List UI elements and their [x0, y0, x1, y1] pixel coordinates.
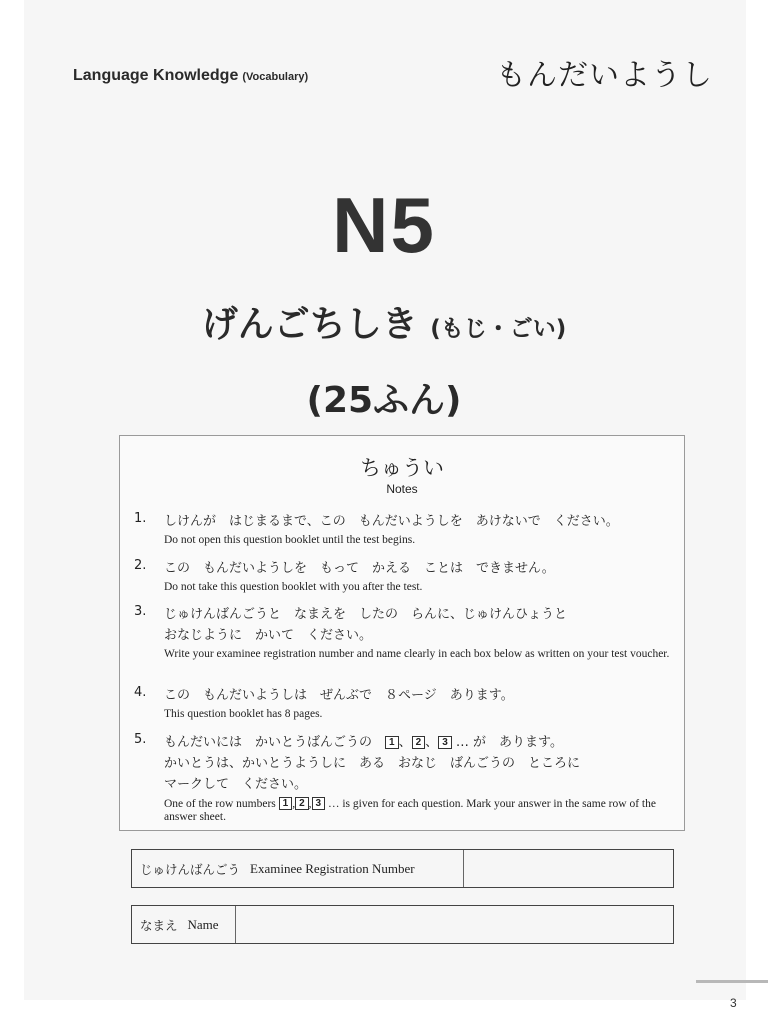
- registration-number-input[interactable]: [464, 850, 673, 887]
- note-number: 5.: [134, 732, 147, 747]
- answer-number-box: 2: [295, 797, 309, 810]
- note-en: Do not open this question booklet until the test begins.: [164, 534, 416, 546]
- answer-number-box: 3: [312, 797, 326, 810]
- note-jp: じゅけんばんごうと なまえを したの らんに、じゅけんひょうと おなじように かいて ください。: [164, 607, 568, 643]
- notes-box: [119, 435, 685, 831]
- note-jp: この もんだいようしは ぜんぶで ８ページ あります。: [164, 688, 514, 703]
- subject-title: [0, 296, 768, 347]
- name-field: [131, 905, 674, 944]
- subject-main: げんごちしき: [201, 304, 418, 345]
- answer-number-box: 3: [438, 736, 452, 749]
- note-item-5: [134, 732, 674, 824]
- section-title: Language Knowledge: [73, 67, 239, 84]
- note-en: Do not take this question booklet with you after the test.: [164, 581, 423, 593]
- registration-label-jp: じゅけんばんごう: [140, 861, 241, 877]
- name-label-en: Name: [187, 916, 219, 932]
- header-section-title: [73, 67, 308, 85]
- time-limit: (25ふん): [306, 380, 462, 421]
- note-jp: この もんだいようしを もって かえる ことは できません。: [164, 561, 555, 576]
- note-number: 4.: [134, 685, 147, 700]
- booklet-title: もんだいようし: [496, 58, 713, 93]
- note-number: 2.: [134, 558, 147, 573]
- note-item-1: [134, 511, 674, 547]
- subject-sub: (もじ・ごい): [430, 316, 567, 342]
- name-label-jp: なまえ: [140, 917, 178, 933]
- note-jp-continued: かいとうは、かいとうようしに ある おなじ ばんごうの ところに マークして ください。: [164, 756, 581, 792]
- note-number: 1.: [134, 511, 147, 526]
- note-item-2: [134, 558, 674, 594]
- answer-number-box: 1: [279, 797, 293, 810]
- note-number: 3.: [134, 604, 147, 619]
- page-number: 3: [730, 996, 737, 1010]
- note-item-3: [134, 604, 674, 661]
- footer-rule: [696, 980, 768, 983]
- registration-number-label: [132, 850, 464, 887]
- registration-number-field: [131, 849, 674, 888]
- test-level: N5: [332, 181, 436, 269]
- note-en: Write your examinee registration number and name clearly in each box below as written on your test voucher.: [164, 648, 670, 660]
- name-label: [132, 906, 236, 943]
- name-input[interactable]: [236, 906, 673, 943]
- note-jp: もんだいには かいとうばんごうの 1 、 2 、 3 … が あります。: [164, 735, 563, 750]
- note-en: This question booklet has 8 pages.: [164, 708, 323, 720]
- note-item-4: [134, 685, 674, 721]
- note-en: One of the row numbers 1 , 2 , 3 … is given for each question. Mark your answer in the same row of the answer sheet.: [164, 798, 656, 823]
- note-jp-part: もんだいには かいとうばんごうの: [164, 735, 373, 750]
- notes-title: ちゅうい: [360, 456, 444, 480]
- note-en-part: … is given for each question. Mark your answer in the same row of the answer sheet.: [164, 798, 656, 823]
- note-jp: しけんが はじまるまで、この もんだいようしを あけないで ください。: [164, 514, 619, 529]
- section-subtitle: (Vocabulary): [242, 71, 309, 83]
- note-jp-part: … が あります。: [455, 735, 563, 750]
- answer-number-box: 2: [412, 736, 426, 749]
- registration-label-en: Examinee Registration Number: [250, 860, 415, 876]
- note-en-part: One of the row numbers: [164, 798, 276, 810]
- notes-subtitle: Notes: [386, 482, 418, 496]
- answer-number-box: 1: [385, 736, 399, 749]
